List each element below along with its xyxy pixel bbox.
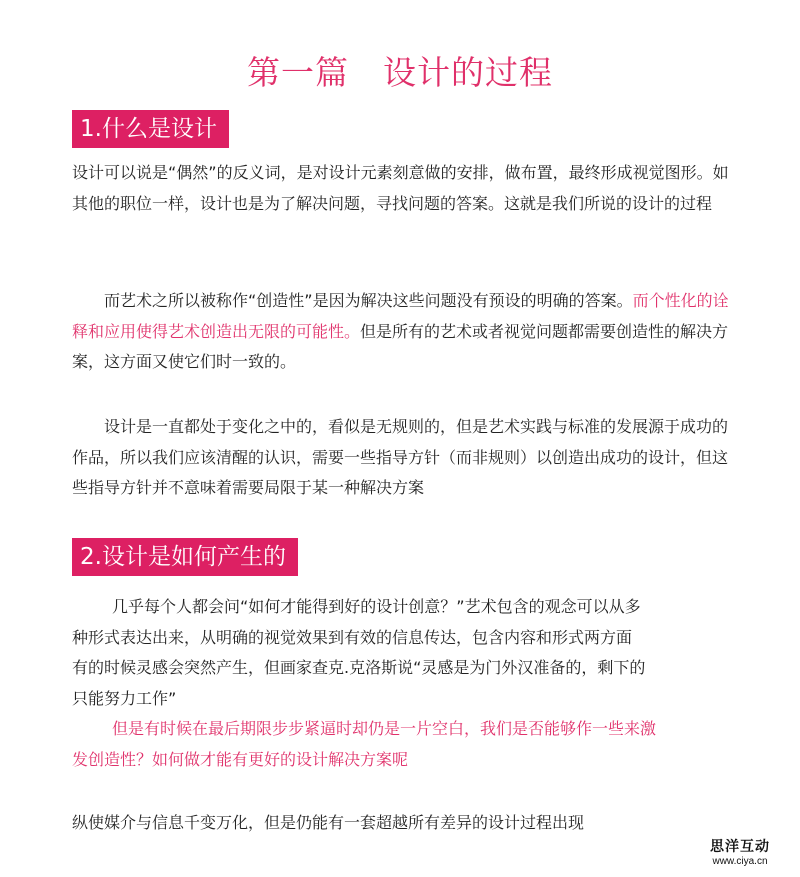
section2-paragraph-2-line-1: 但是有时候在最后期限步步紧逼时却仍是一片空白，我们是否能够作一些来激 bbox=[112, 719, 657, 738]
logo-name: 思洋互动 bbox=[710, 839, 770, 855]
section-heading-2: 2.设计是如何产生的 bbox=[72, 538, 298, 576]
section2-paragraph-2 bbox=[72, 714, 732, 775]
section1-paragraph-1: 设计可以说是“偶然”的反义词，是对设计元素刻意做的安排，做布置，最终形成视觉图形。如其他的职位一样，设计也是为了解决问题，寻找问题的答案。这就是我们所说的设计的过程 bbox=[72, 163, 729, 213]
section2-paragraph-1-line-2: 种形式表达出来，从明确的视觉效果到有效的信息传达，包含内容和形式两方面 bbox=[72, 627, 633, 647]
title-part-number: 第一篇 bbox=[247, 53, 349, 92]
section1-paragraph-3: 设计是一直都处于变化之中的，看似是无规则的，但是艺术实践与标准的发展源于成功的作品，所以我们应该清醒的认识，需要一些指导方针（而非规则）以创造出成功的设计，但这些指导方针并不意味着需要局限于某一种解决方案 bbox=[72, 417, 729, 497]
section2-paragraph-1 bbox=[72, 592, 732, 714]
section1-paragraph-2-text-c: 但是所有的艺术或者视觉问题都需要创造性的解决方案，这方面又使它们时一致的。 bbox=[72, 321, 729, 371]
title-part-name: 设计的过程 bbox=[383, 53, 553, 92]
section2-paragraph-1-line-1: 几乎每个人都会问“如何才能得到好的设计创意？”艺术包含的观念可以从多 bbox=[112, 597, 641, 616]
section1-paragraph-2 bbox=[72, 286, 732, 378]
site-logo bbox=[710, 838, 770, 868]
section2-paragraph-1-line-4: 只能努力工作” bbox=[72, 688, 177, 708]
section-heading-1: 1.什么是设计 bbox=[72, 110, 229, 148]
section1-paragraph-2-text-a: 而艺术之所以被称作“创造性”是因为解决这些问题没有预设的明确的答案。 bbox=[104, 291, 633, 310]
section1-paragraph-2-highlight: 而个性化的诠释和应用使得艺术创造出无限的可能性。 bbox=[72, 291, 729, 341]
section2-paragraph-1-line-3: 有的时候灵感会突然产生，但画家查克.克洛斯说“灵感是为门外汉准备的，剩下的 bbox=[72, 658, 646, 677]
section2-paragraph-3: 纵使媒介与信息千变万化，但是仍能有一套超越所有差异的设计过程出现 bbox=[72, 813, 585, 832]
section2-paragraph-2-line-2: 发创造性？如何做才能有更好的设计解决方案呢 bbox=[72, 749, 409, 769]
page-title bbox=[0, 50, 800, 96]
logo-url: www.ciya.cn bbox=[712, 856, 768, 867]
